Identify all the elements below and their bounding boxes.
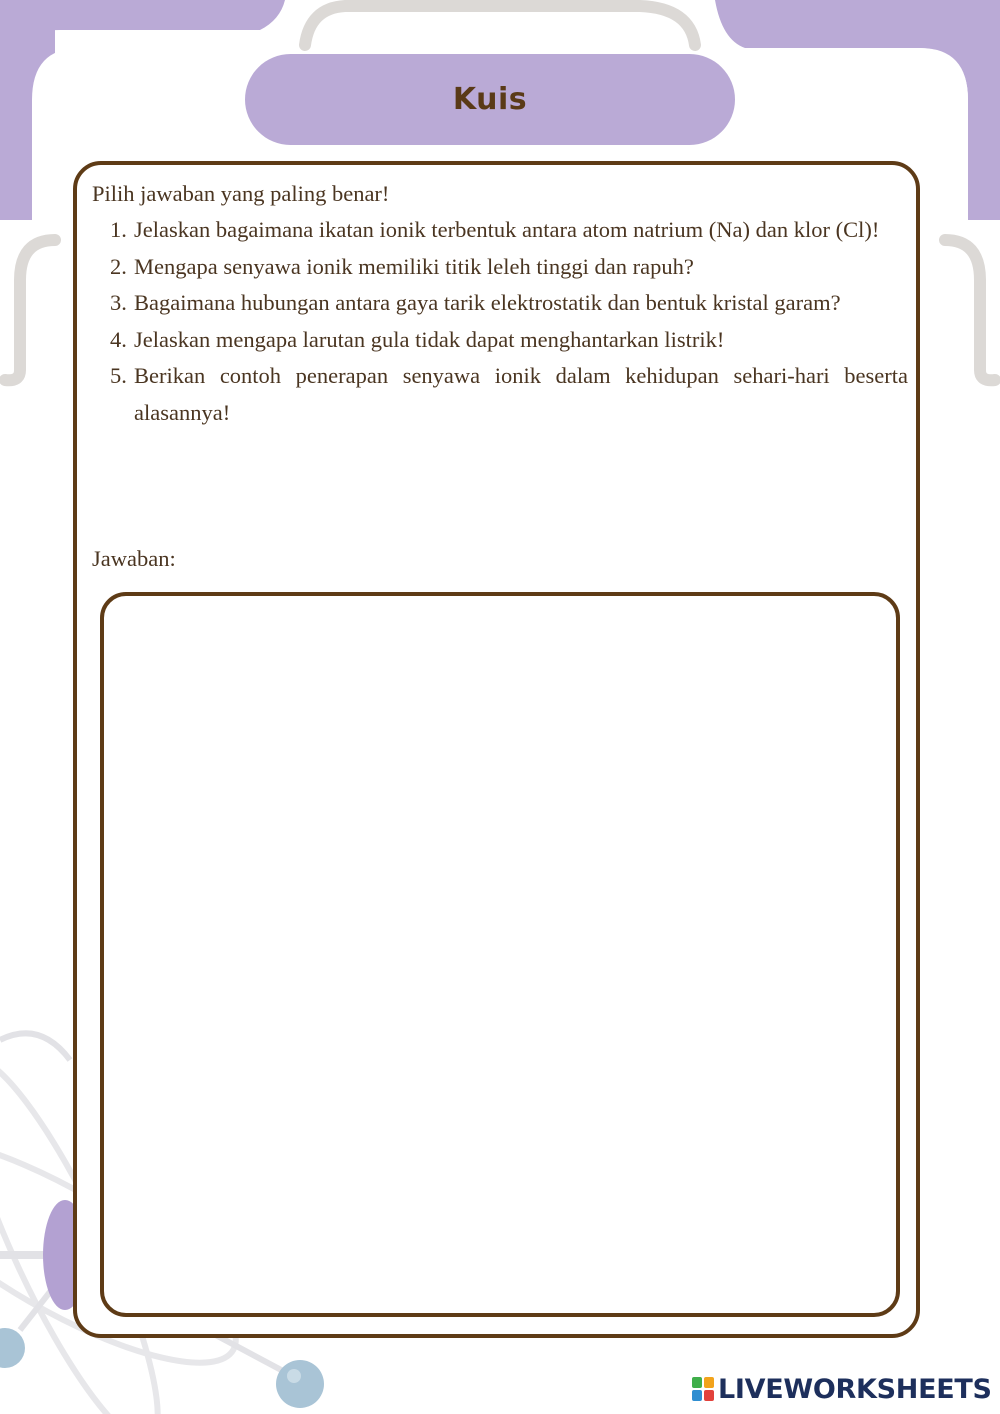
liveworksheets-logo-icon (692, 1377, 714, 1401)
quiz-instruction: Pilih jawaban yang paling benar! (92, 181, 390, 206)
answer-input-area[interactable] (100, 592, 900, 1317)
page-title: Kuis (452, 82, 528, 117)
liveworksheets-watermark (692, 1374, 992, 1404)
question-text: Mengapa senyawa ionik memiliki titik leleh tinggi dan rapuh? (134, 253, 694, 279)
question-text: Jelaskan bagaimana ikatan ionik terbentuk antara atom natrium (Na) dan klor (Cl)! (134, 217, 880, 242)
question-item (110, 285, 908, 322)
question-item (110, 249, 908, 286)
question-item (110, 212, 908, 249)
title-banner (245, 54, 735, 145)
question-text: Bagaimana hubungan antara gaya tarik elektrostatik dan bentuk kristal garam? (134, 290, 841, 315)
question-number: 4. (110, 326, 127, 352)
question-item (110, 322, 908, 359)
watermark-text: LIVEWORKSHEETS (718, 1373, 992, 1405)
question-number: 3. (110, 290, 127, 315)
answer-label: Jawaban: (92, 546, 176, 571)
question-item (110, 358, 908, 431)
question-list (110, 212, 908, 431)
question-number: 2. (110, 253, 127, 279)
question-text: Jelaskan mengapa larutan gula tidak dapat menghantarkan listrik! (134, 326, 725, 352)
question-text: Berikan contoh penerapan senyawa ionik dalam kehidupan sehari-hari beserta alasannya! (134, 363, 908, 425)
question-number: 5. (110, 363, 127, 388)
question-number: 1. (110, 217, 127, 242)
